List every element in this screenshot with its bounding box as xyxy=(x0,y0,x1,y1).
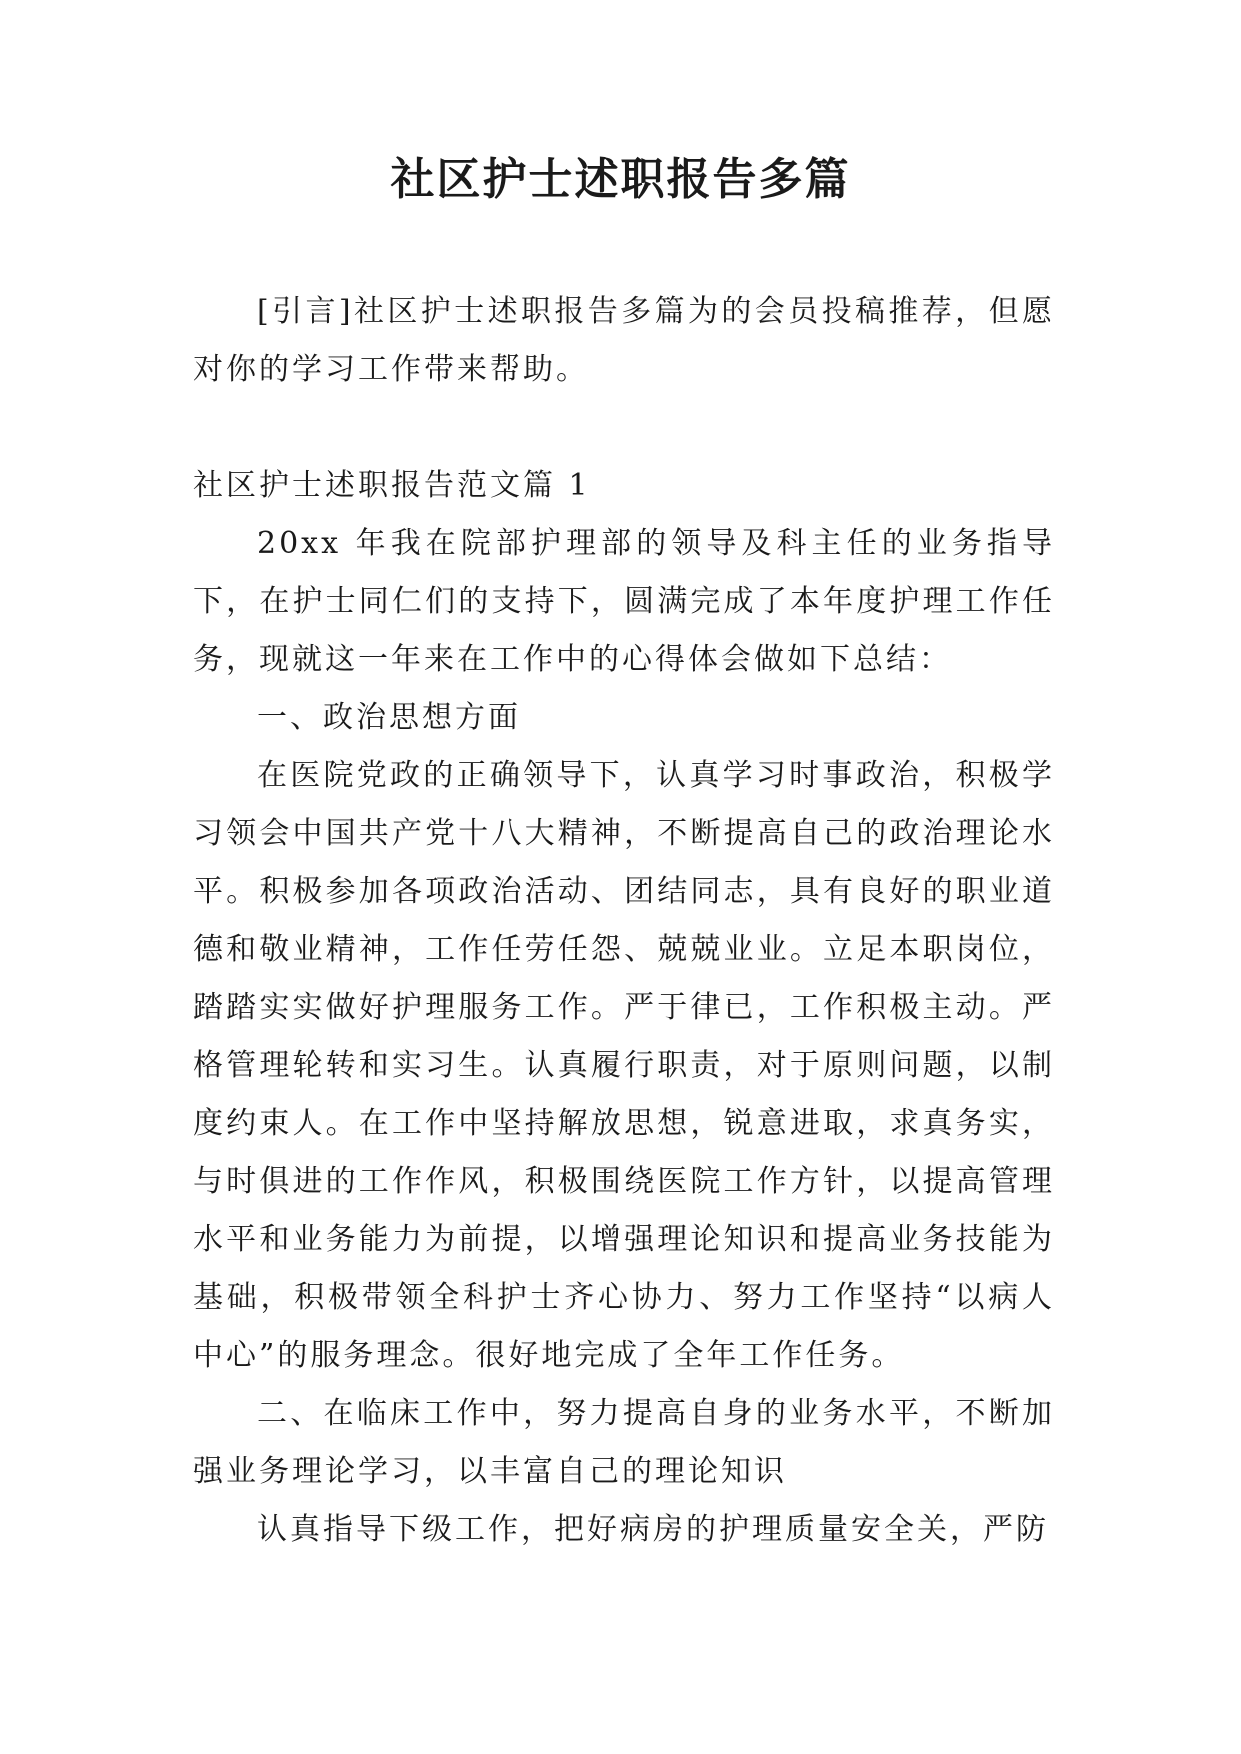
subheading-clinical: 二、在临床工作中，努力提高自身的业务水平，不断加强业务理论学习，以丰富自己的理论知识 xyxy=(193,1396,1055,1489)
intro-paragraph: [引言]社区护士述职报告多篇为的会员投稿推荐，但愿对你的学习工作带来帮助。 xyxy=(193,294,1055,387)
body-paragraph: 在医院党政的正确领导下，认真学习时事政治，积极学习领会中国共产党十八大精神，不断提高自己的政治理论水平。积极参加各项政治活动、团结同志，具有良好的职业道德和敬业精神，工作任劳任怨、兢兢业业。立足本职岗位，踏踏实实做好护理服务工作。严于律已，工作积极主动。严格管理轮转和实习生。认真履行职责，对于原则问题，以制度约束人。在工作中坚持解放思想，锐意进取，求真务实，与时俱进的工作作风，积极围绕医院工作方针，以提高管理水平和业务能力为前提，以增强理论知识和提高业务技能为基础，积极带领全科护士齐心协力、努力工作坚持“以病人中心”的服务理念。很好地完成了全年工作任务。 xyxy=(193,758,1055,1373)
document-body xyxy=(193,283,1055,1559)
document-title: 社区护士述职报告多篇 xyxy=(390,154,851,205)
body-paragraph: 认真指导下级工作，把好病房的护理质量安全关，严防 xyxy=(257,1512,1049,1547)
subheading-politics: 一、政治思想方面 xyxy=(257,700,521,735)
section-heading: 社区护士述职报告范文篇 1 xyxy=(193,468,591,503)
body-paragraph: 20xx 年我在院部护理部的领导及科主任的业务指导下，在护士同仁们的支持下，圆满完成了本年度护理工作任务，现就这一年来在工作中的心得体会做如下总结： xyxy=(193,526,1055,677)
